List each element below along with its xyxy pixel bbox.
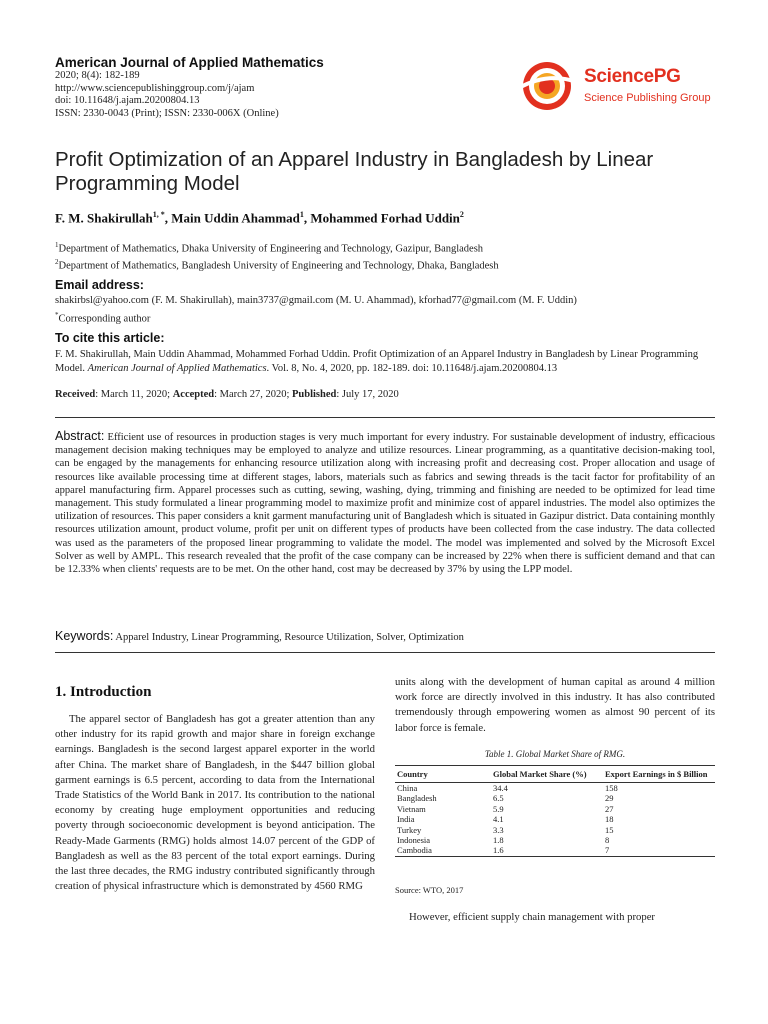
- author-name: Mohammed Forhad Uddin: [310, 210, 460, 226]
- keywords: [55, 629, 715, 643]
- logo-subtitle: Science Publishing Group: [584, 92, 711, 104]
- table-cell: Turkey: [397, 824, 422, 835]
- journal-name: American Journal of Applied Mathematics: [55, 55, 324, 70]
- citation-text: [55, 348, 715, 375]
- corresponding-mark: *: [55, 311, 59, 319]
- table-cell: 34.4: [493, 783, 508, 793]
- table-cell: 4.1: [493, 814, 504, 825]
- accepted-label: Accepted: [172, 389, 215, 400]
- affiliation-item: [55, 256, 715, 273]
- table-header-earnings: Export Earnings in $ Billion: [605, 769, 708, 779]
- citation-details: . Vol. 8, No. 4, 2020, pp. 182-189. doi: 10.11648/j.ajam.20200804.13: [266, 362, 558, 374]
- citation-heading: To cite this article:: [55, 331, 165, 345]
- table-cell: Vietnam: [397, 803, 426, 814]
- author-name: Main Uddin Ahammad: [171, 210, 300, 226]
- divider-top: [55, 417, 715, 418]
- received-date: : March 11, 2020;: [95, 389, 173, 400]
- divider-bottom: [55, 652, 715, 653]
- table-cell: 6.5: [493, 793, 504, 804]
- citation-journal: American Journal of Applied Mathematics: [87, 362, 267, 374]
- author-affiliation-mark: 2: [459, 210, 464, 219]
- author-list: F. M. Shakirullah$^{1, *}$, Main Uddin Ahammad$^1$, Mohammed Forhad Uddin$^2$: [55, 210, 464, 226]
- issn-line: ISSN: 2330-0043 (Print); ISSN: 2330-006X (Online): [55, 107, 279, 119]
- table-cell: 3.3: [493, 824, 504, 835]
- table-cell: Bangladesh: [397, 793, 437, 804]
- intro-paragraph-left: The apparel sector of Bangladesh has got a greater attention than any other industry for its rapid growth and major share in foreign exchange earnings. Bangladesh is the second largest apparel exporter in the world after China. The market share of Bangladesh, in the $447 billion global garment earnings is 6.5 percent, according to data from the International Trade Statistics of the World Bank in 2017. Its contribution to the national economy by creating huge employment opportunities and reducing poverty through socioeconomic development is beyond anticipation. The Ready-Made Garments (RMG) holds almost 14.07 percent of the GDP of Bangladesh as well as the 83 percent of the total export earnings. During the last three decades, the RMG industry contributed significantly through creation of physical infrastructure which is demonstrated by 4560 RMG: [55, 713, 375, 893]
- author-name: F. M. Shakirullah: [55, 210, 153, 226]
- published-label: Published: [292, 389, 337, 400]
- received-label: Received: [55, 389, 96, 400]
- published-date: : July 17, 2020: [336, 389, 399, 400]
- sciencepg-logo-icon: [515, 58, 579, 114]
- affiliation-text: Department of Mathematics, Bangladesh University of Engineering and Technology, Dhaka, Bangladesh: [58, 260, 499, 272]
- table-source: Source: WTO, 2017: [395, 885, 464, 895]
- table-cell: 1.8: [493, 835, 504, 846]
- table-row: [395, 814, 715, 824]
- table-row: [395, 825, 715, 835]
- keywords-label: Keywords:: [55, 629, 114, 643]
- affiliation-mark: 1: [55, 241, 59, 249]
- table-cell: Cambodia: [397, 845, 432, 856]
- table-cell: 15: [605, 824, 614, 835]
- sciencepg-logo: [515, 58, 715, 113]
- email-section: [55, 278, 715, 326]
- table-row: [395, 804, 715, 814]
- affiliation-text: Department of Mathematics, Dhaka University of Engineering and Technology, Gazipur, Bangladesh: [58, 243, 484, 255]
- table-cell: 29: [605, 793, 614, 804]
- affiliation-mark: 2: [55, 258, 59, 266]
- affiliation-item: [55, 239, 715, 256]
- table-row: [395, 793, 715, 803]
- doi-line: doi: 10.11648/j.ajam.20200804.13: [55, 95, 200, 106]
- table-cell: India: [397, 814, 415, 825]
- table-cell: 7: [605, 845, 610, 856]
- volume-line: 2020; 8(4): 182-189: [55, 70, 140, 81]
- abstract-label: Abstract:: [55, 429, 105, 443]
- table-cell: 5.9: [493, 803, 504, 814]
- table-cell: 8: [605, 835, 610, 846]
- table-header-share: Global Market Share (%): [493, 769, 587, 779]
- table-header-country: Country: [397, 769, 428, 779]
- table-row: [395, 783, 715, 794]
- affiliations: [55, 239, 715, 273]
- table-cell: 18: [605, 814, 614, 825]
- publication-dates: [55, 389, 715, 400]
- logo-name: SciencePG: [584, 66, 681, 87]
- table-header-row: [395, 766, 715, 783]
- email-addresses[interactable]: shakirbsl@yahoo.com (F. M. Shakirullah), main3737@gmail.com (M. U. Ahammad), kforhad77@gmail.com (M. F. Uddin): [55, 295, 577, 306]
- abstract-text: Efficient use of resources in production stages is very much important for every industry. For sustainable development of industry, efficacious management decision making techniques may be employed to analyze and utilize resources. Linear programming, as a quantitative decision-making tool, can be engaged by the managements for enhancing resource utilization along with increasing profit and decreasing cost. Proper allocation and usage of resources like available processing time at different stages, labors, materials such as fabrics and sewing threads is the tacit factor for profitability of an apparel manufacturing firm. Apparel processes such as cutting, sewing, washing, dying, trimming and finishing are needed to be optimized for lead time management. This study formulated a linear programming model to maximize profit and minimize cost of apparel industries. The model also optimizes the utilization of resources. This paper considers a knit garment manufacturing unit of Bangladesh which is situated in Gazipur district. Data containing monthly resources utilization amount, product volume, profit per unit on different types of products have been collected from the case industry. The data collected was used as the parameters of the proposed linear programming to validate the model. The model was implemented and solved by the Microsoft Excel Solver as well by AMPL. This research revealed that the profit of the case company can be increased by 22% when there is sufficient demand and that can be 12.33% when clients' requests are to be met. On the other hand, cost may be decreased by 37% by using the LPP model.: [55, 432, 716, 576]
- table-caption: Table 1. Global Market Share of RMG.: [484, 749, 626, 759]
- table-cell: Indonesia: [397, 835, 431, 846]
- intro-paragraph-right-top: units along with the development of human capital as around 4 million work force are directly involved in this industry. It has also contributed tremendously through empowering women as almost 90 percent of its labor force is female.: [395, 676, 715, 734]
- intro-paragraph-right-bottom: However, efficient supply chain management with proper: [409, 911, 655, 923]
- citation-section: [55, 331, 715, 375]
- journal-url[interactable]: http://www.sciencepublishinggroup.com/j/ajam: [55, 82, 255, 94]
- section-heading-introduction: 1. Introduction: [55, 684, 152, 700]
- keywords-text: Apparel Industry, Linear Programming, Resource Utilization, Solver, Optimization: [115, 632, 464, 643]
- table-row: [395, 845, 715, 856]
- author-affiliation-mark: 1: [299, 210, 304, 219]
- abstract: [55, 430, 715, 576]
- table-row: [395, 835, 715, 845]
- paper-title: Profit Optimization of an Apparel Industry in Bangladesh by Linear Programming Model: [55, 148, 654, 195]
- accepted-date: : March 27, 2020;: [214, 389, 292, 400]
- corresponding-author-note: [55, 309, 715, 326]
- citation-authors: F. M. Shakirullah, Main Uddin Ahammad, Mohammed Forhad Uddin. Profit Optimization of an Apparel Industry in Bangladesh by Linear Programming Model.: [55, 349, 699, 374]
- author-affiliation-mark: 1, *: [152, 210, 165, 219]
- table-cell: 1.6: [493, 845, 504, 856]
- table-cell: 158: [605, 783, 618, 793]
- corresponding-label: Corresponding author: [58, 313, 151, 325]
- table-cell: 27: [605, 803, 614, 814]
- market-share-table: [395, 765, 715, 857]
- table-cell: China: [397, 783, 418, 793]
- email-heading: Email address:: [55, 278, 144, 292]
